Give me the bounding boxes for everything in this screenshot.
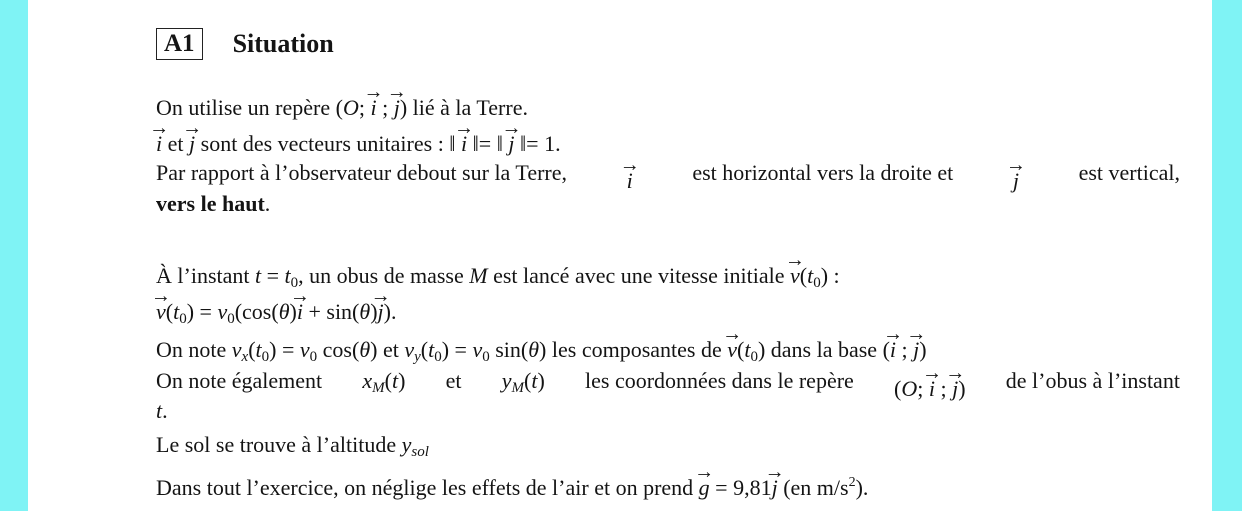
text: ‖= 1. — [520, 131, 561, 156]
text: À l’instant — [156, 263, 255, 288]
text: est vertical, — [1078, 160, 1180, 185]
p1-line-1: On utilise un repère (O; → i ; → j) lié à la Terre. — [156, 85, 528, 123]
text: (en m/s — [777, 475, 849, 500]
section-title: Situation — [232, 29, 334, 58]
p1-line-3: Par rapport à l’observateur debout sur la Terre, → i est horizontal vers la droite et → j est vertical, — [156, 158, 1180, 196]
text: les composantes de — [546, 337, 728, 362]
text: On utilise un repère ( — [156, 95, 343, 120]
document-page — [28, 0, 1212, 511]
text: ‖= ‖ — [472, 131, 503, 156]
text: Dans tout l’exercice, on néglige les effets de l’air et on prend — [156, 475, 699, 500]
text: les coordonnées dans le repère — [585, 368, 854, 393]
p2-line-6: Le sol se trouve à l’altitude $y_{sol}$ — [156, 432, 429, 460]
text: Par rapport à l’observateur debout sur la Terre, — [156, 160, 568, 185]
text: , un obus de masse — [298, 263, 470, 288]
text: est lancé avec une vitesse initiale — [487, 263, 790, 288]
p2-line-5: t. — [156, 398, 168, 423]
text: . — [264, 191, 271, 216]
p2-line-1: À l’instant $t = t_0$, un obus de masse M est lancé avec une vitesse initiale → $v(t_0)$ : — [156, 253, 840, 298]
p2-line-7: Dans tout l’exercice, on néglige les effets de l’air et on prend → g = 9,81→ j (en $m/s^2$). — [156, 465, 868, 503]
text: Le sol se trouve à l’altitude — [156, 432, 402, 457]
text: et — [377, 337, 405, 362]
section-number: A1 — [156, 28, 203, 60]
text: sont des vecteurs unitaires : ‖ — [195, 131, 456, 156]
text: de l’obus à l’instant — [1005, 368, 1180, 393]
p1-line-2: → i et → j sont des vecteurs unitaires : ‖ → i ‖= ‖ → j ‖= 1. — [156, 121, 561, 159]
section-heading — [156, 27, 334, 61]
text: : — [828, 263, 840, 288]
p1-line-4 — [156, 189, 270, 219]
text: On note — [156, 337, 232, 362]
text: est horizontal vers la droite et — [692, 160, 954, 185]
p2-line-3: On note $v_x(t_0) = v_0$ cos(θ) et $v_y(t_0) = v_0$ sin(θ) les composantes de → $v(t_0)$ dans la base (→ i ; → j) — [156, 327, 927, 372]
text: et — [162, 131, 190, 156]
text: et — [445, 368, 462, 393]
text: dans la base ( — [765, 337, 890, 362]
text: = 9,81 — [709, 475, 772, 500]
text: ) lié à la Terre. — [399, 95, 528, 120]
text: On note également — [156, 368, 323, 393]
text: ). — [855, 475, 869, 500]
p2-line-2-formula: → $v(t_0) = v_0(\cos(\theta)\to i + \sin(\theta)\to j)$. — [156, 289, 396, 334]
p2-line-4: On note également $x_M(t)$ et $y_M(t)$ les coordonnées dans le repère (O; → i ; → j) de l’obus à l’instant — [156, 366, 1180, 404]
bold-text: vers le haut — [156, 191, 265, 216]
